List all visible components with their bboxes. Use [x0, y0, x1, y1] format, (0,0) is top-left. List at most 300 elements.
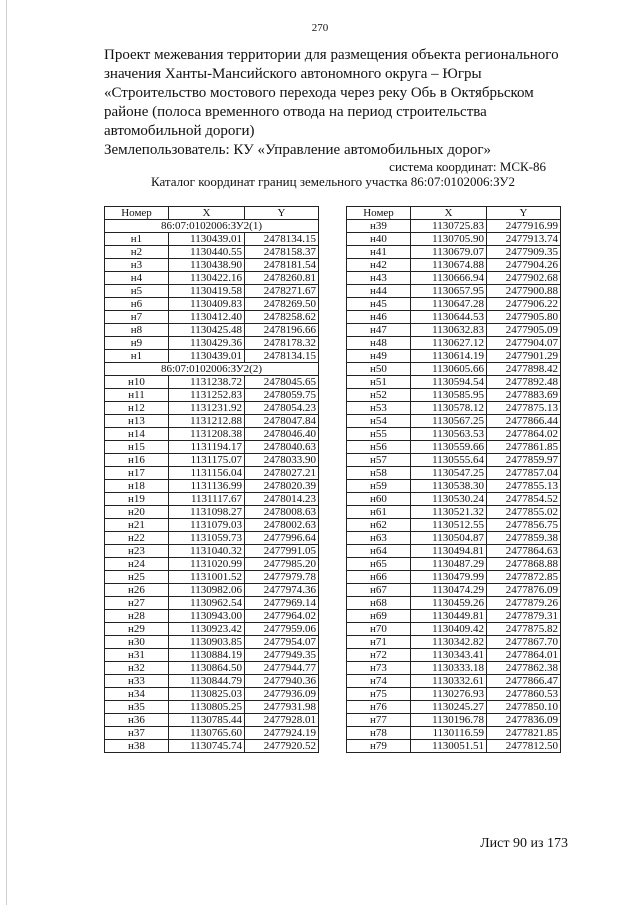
table-header-row [347, 207, 561, 220]
table-row [347, 597, 561, 610]
y-coordinate: 2477866.47 [487, 675, 561, 688]
x-coordinate: 1130844.79 [169, 675, 245, 688]
x-coordinate: 1130425.48 [169, 324, 245, 337]
table-row [347, 285, 561, 298]
coordinate-system: система координат: МСК-86 [389, 159, 546, 174]
table-row [347, 493, 561, 506]
x-coordinate: 1130530.24 [411, 493, 487, 506]
point-number: н45 [347, 298, 411, 311]
y-coordinate: 2478181.54 [245, 259, 319, 272]
point-number: н43 [347, 272, 411, 285]
x-coordinate: 1130657.95 [411, 285, 487, 298]
table-row [347, 363, 561, 376]
table-row [105, 376, 319, 389]
y-coordinate: 2477985.20 [245, 558, 319, 571]
table-row [347, 441, 561, 454]
point-number: н33 [105, 675, 169, 688]
table-row [347, 714, 561, 727]
y-coordinate: 2477964.02 [245, 610, 319, 623]
point-number: н35 [105, 701, 169, 714]
x-coordinate: 1130051.51 [411, 740, 487, 753]
table-row [105, 597, 319, 610]
table-row [105, 441, 319, 454]
point-number: н4 [105, 272, 169, 285]
project-title [104, 46, 584, 160]
coordinates-table-right [346, 206, 561, 753]
y-coordinate: 2477902.68 [487, 272, 561, 285]
point-number: н50 [347, 363, 411, 376]
point-number: н64 [347, 545, 411, 558]
table-row [347, 701, 561, 714]
table-row [347, 454, 561, 467]
x-coordinate: 1131136.99 [169, 480, 245, 493]
y-coordinate: 2478040.63 [245, 441, 319, 454]
point-number: н51 [347, 376, 411, 389]
x-coordinate: 1130412.40 [169, 311, 245, 324]
table-row [347, 298, 561, 311]
table-row [105, 428, 319, 441]
y-coordinate: 2478027.21 [245, 467, 319, 480]
table-row [105, 610, 319, 623]
land-user-line: Землепользователь: КУ «Управление автомобильных дорог» [104, 142, 492, 158]
x-coordinate: 1130923.42 [169, 623, 245, 636]
table-row [347, 376, 561, 389]
y-coordinate: 2477940.36 [245, 675, 319, 688]
point-number: н67 [347, 584, 411, 597]
x-coordinate: 1130705.90 [411, 233, 487, 246]
point-number: н37 [105, 727, 169, 740]
point-number: н72 [347, 649, 411, 662]
point-number: н46 [347, 311, 411, 324]
point-number: н3 [105, 259, 169, 272]
y-coordinate: 2477991.05 [245, 545, 319, 558]
table-row [105, 402, 319, 415]
x-coordinate: 1131194.17 [169, 441, 245, 454]
y-coordinate: 2478178.32 [245, 337, 319, 350]
y-coordinate: 2477954.07 [245, 636, 319, 649]
table-row [105, 285, 319, 298]
y-coordinate: 2477949.35 [245, 649, 319, 662]
y-coordinate: 2477924.19 [245, 727, 319, 740]
x-coordinate: 1130884.19 [169, 649, 245, 662]
y-coordinate: 2477974.36 [245, 584, 319, 597]
point-number: н36 [105, 714, 169, 727]
x-coordinate: 1130333.18 [411, 662, 487, 675]
point-number: н34 [105, 688, 169, 701]
point-number: н39 [347, 220, 411, 233]
x-coordinate: 1130538.30 [411, 480, 487, 493]
x-coordinate: 1130563.53 [411, 428, 487, 441]
y-coordinate: 2477875.82 [487, 623, 561, 636]
x-coordinate: 1131175.07 [169, 454, 245, 467]
point-number: н79 [347, 740, 411, 753]
table-row [105, 246, 319, 259]
x-coordinate: 1131117.67 [169, 493, 245, 506]
x-coordinate: 1130765.60 [169, 727, 245, 740]
table-row [105, 350, 319, 363]
y-coordinate: 2477862.38 [487, 662, 561, 675]
y-coordinate: 2477909.35 [487, 246, 561, 259]
point-number: н65 [347, 558, 411, 571]
table-row [105, 558, 319, 571]
x-coordinate: 1130116.59 [411, 727, 487, 740]
x-coordinate: 1130605.66 [411, 363, 487, 376]
point-number: н7 [105, 311, 169, 324]
y-coordinate: 2477898.42 [487, 363, 561, 376]
x-coordinate: 1130785.44 [169, 714, 245, 727]
y-coordinate: 2478134.15 [245, 233, 319, 246]
table-row [105, 532, 319, 545]
x-coordinate: 1130487.29 [411, 558, 487, 571]
point-number: н38 [105, 740, 169, 753]
point-number: н20 [105, 506, 169, 519]
table-row [105, 545, 319, 558]
y-coordinate: 2477859.97 [487, 454, 561, 467]
point-number: н24 [105, 558, 169, 571]
y-coordinate: 2477812.50 [487, 740, 561, 753]
table-row [105, 675, 319, 688]
y-coordinate: 2477904.26 [487, 259, 561, 272]
point-number: н49 [347, 350, 411, 363]
table-row [105, 467, 319, 480]
y-coordinate: 2477969.14 [245, 597, 319, 610]
title-line: значения Ханты-Мансийского автономного округа – Югры [104, 66, 482, 82]
title-line: Проект межевания территории для размещения объекта регионального [104, 47, 559, 63]
x-coordinate: 1130559.66 [411, 441, 487, 454]
column-header-number: Номер [347, 207, 411, 220]
table-row [347, 532, 561, 545]
x-coordinate: 1130332.61 [411, 675, 487, 688]
point-number: н2 [105, 246, 169, 259]
y-coordinate: 2478020.39 [245, 480, 319, 493]
table-row [347, 649, 561, 662]
y-coordinate: 2477905.09 [487, 324, 561, 337]
table-row [347, 740, 561, 753]
y-coordinate: 2477866.44 [487, 415, 561, 428]
table-row [105, 311, 319, 324]
column-header-y: Y [487, 207, 561, 220]
y-coordinate: 2478271.67 [245, 285, 319, 298]
table-row [347, 610, 561, 623]
table-row [347, 675, 561, 688]
x-coordinate: 1130982.06 [169, 584, 245, 597]
y-coordinate: 2477867.70 [487, 636, 561, 649]
x-coordinate: 1131059.73 [169, 532, 245, 545]
x-coordinate: 1131079.03 [169, 519, 245, 532]
point-number: н1 [105, 350, 169, 363]
column-header-x: X [169, 207, 245, 220]
x-coordinate: 1130805.25 [169, 701, 245, 714]
y-coordinate: 2477821.85 [487, 727, 561, 740]
table-row [347, 688, 561, 701]
table-row [105, 662, 319, 675]
x-coordinate: 1130962.54 [169, 597, 245, 610]
table-row [105, 337, 319, 350]
x-coordinate: 1130578.12 [411, 402, 487, 415]
x-coordinate: 1131001.52 [169, 571, 245, 584]
point-number: н15 [105, 441, 169, 454]
x-coordinate: 1130647.28 [411, 298, 487, 311]
table-row [347, 246, 561, 259]
y-coordinate: 2477916.99 [487, 220, 561, 233]
point-number: н13 [105, 415, 169, 428]
table-row [347, 311, 561, 324]
y-coordinate: 2478047.84 [245, 415, 319, 428]
x-coordinate: 1131252.83 [169, 389, 245, 402]
y-coordinate: 2478158.37 [245, 246, 319, 259]
table-row [105, 714, 319, 727]
y-coordinate: 2478002.63 [245, 519, 319, 532]
y-coordinate: 2478045.65 [245, 376, 319, 389]
x-coordinate: 1130632.83 [411, 324, 487, 337]
y-coordinate: 2477864.02 [487, 428, 561, 441]
point-number: н23 [105, 545, 169, 558]
point-number: н53 [347, 402, 411, 415]
x-coordinate: 1130679.07 [411, 246, 487, 259]
y-coordinate: 2477854.52 [487, 493, 561, 506]
x-coordinate: 1130343.41 [411, 649, 487, 662]
point-number: н66 [347, 571, 411, 584]
y-coordinate: 2477860.53 [487, 688, 561, 701]
point-number: н56 [347, 441, 411, 454]
y-coordinate: 2478046.40 [245, 428, 319, 441]
x-coordinate: 1130429.36 [169, 337, 245, 350]
point-number: н11 [105, 389, 169, 402]
point-number: н16 [105, 454, 169, 467]
x-coordinate: 1130479.99 [411, 571, 487, 584]
point-number: н25 [105, 571, 169, 584]
table-row [105, 493, 319, 506]
point-number: н78 [347, 727, 411, 740]
table-row [347, 324, 561, 337]
table-row [347, 662, 561, 675]
y-coordinate: 2477879.26 [487, 597, 561, 610]
point-number: н54 [347, 415, 411, 428]
table-row [105, 649, 319, 662]
x-coordinate: 1130409.83 [169, 298, 245, 311]
point-number: н8 [105, 324, 169, 337]
table-row [105, 233, 319, 246]
y-coordinate: 2477864.01 [487, 649, 561, 662]
point-number: н21 [105, 519, 169, 532]
y-coordinate: 2477857.04 [487, 467, 561, 480]
y-coordinate: 2477928.01 [245, 714, 319, 727]
point-number: н10 [105, 376, 169, 389]
table-row [105, 688, 319, 701]
x-coordinate: 1130422.16 [169, 272, 245, 285]
table-row [347, 389, 561, 402]
x-coordinate: 1130419.58 [169, 285, 245, 298]
x-coordinate: 1130864.50 [169, 662, 245, 675]
y-coordinate: 2477856.75 [487, 519, 561, 532]
x-coordinate: 1130585.95 [411, 389, 487, 402]
point-number: н59 [347, 480, 411, 493]
table-row [347, 480, 561, 493]
table-row [105, 389, 319, 402]
table-row [347, 519, 561, 532]
y-coordinate: 2477931.98 [245, 701, 319, 714]
table-row [347, 428, 561, 441]
y-coordinate: 2477859.38 [487, 532, 561, 545]
y-coordinate: 2477944.77 [245, 662, 319, 675]
point-number: н48 [347, 337, 411, 350]
table-row [347, 558, 561, 571]
table-row [347, 402, 561, 415]
x-coordinate: 1130666.94 [411, 272, 487, 285]
x-coordinate: 1130614.19 [411, 350, 487, 363]
table-row [347, 506, 561, 519]
y-coordinate: 2477875.13 [487, 402, 561, 415]
point-number: н22 [105, 532, 169, 545]
table-row [347, 545, 561, 558]
point-number: н14 [105, 428, 169, 441]
table-row [347, 272, 561, 285]
table-header-row [105, 207, 319, 220]
y-coordinate: 2477892.48 [487, 376, 561, 389]
y-coordinate: 2477872.85 [487, 571, 561, 584]
table-row [105, 272, 319, 285]
x-coordinate: 1130521.32 [411, 506, 487, 519]
y-coordinate: 2477920.52 [245, 740, 319, 753]
y-coordinate: 2478059.75 [245, 389, 319, 402]
y-coordinate: 2477996.64 [245, 532, 319, 545]
point-number: н57 [347, 454, 411, 467]
point-number: н17 [105, 467, 169, 480]
table-row [105, 623, 319, 636]
x-coordinate: 1130825.03 [169, 688, 245, 701]
point-number: н30 [105, 636, 169, 649]
point-number: н18 [105, 480, 169, 493]
x-coordinate: 1131020.99 [169, 558, 245, 571]
table-row [347, 415, 561, 428]
table-row [105, 324, 319, 337]
x-coordinate: 1130547.25 [411, 467, 487, 480]
point-number: н27 [105, 597, 169, 610]
point-number: н40 [347, 233, 411, 246]
point-number: н44 [347, 285, 411, 298]
table-row [105, 519, 319, 532]
table-row [347, 584, 561, 597]
point-number: н60 [347, 493, 411, 506]
x-coordinate: 1130438.90 [169, 259, 245, 272]
point-number: н74 [347, 675, 411, 688]
table-row [105, 480, 319, 493]
y-coordinate: 2478269.50 [245, 298, 319, 311]
x-coordinate: 1131040.32 [169, 545, 245, 558]
y-coordinate: 2477855.02 [487, 506, 561, 519]
column-header-y: Y [245, 207, 319, 220]
x-coordinate: 1130594.54 [411, 376, 487, 389]
y-coordinate: 2477855.13 [487, 480, 561, 493]
point-number: н1 [105, 233, 169, 246]
x-coordinate: 1131238.72 [169, 376, 245, 389]
y-coordinate: 2477904.07 [487, 337, 561, 350]
point-number: н61 [347, 506, 411, 519]
x-coordinate: 1130644.53 [411, 311, 487, 324]
point-number: н73 [347, 662, 411, 675]
x-coordinate: 1130245.27 [411, 701, 487, 714]
table-row [105, 584, 319, 597]
section-row [105, 363, 319, 376]
x-coordinate: 1130567.25 [411, 415, 487, 428]
x-coordinate: 1130196.78 [411, 714, 487, 727]
table-row [105, 259, 319, 272]
point-number: н19 [105, 493, 169, 506]
point-number: н32 [105, 662, 169, 675]
point-number: н70 [347, 623, 411, 636]
y-coordinate: 2477868.88 [487, 558, 561, 571]
y-coordinate: 2478196.66 [245, 324, 319, 337]
y-coordinate: 2477876.09 [487, 584, 561, 597]
x-coordinate: 1131231.92 [169, 402, 245, 415]
x-coordinate: 1130943.00 [169, 610, 245, 623]
y-coordinate: 2478260.81 [245, 272, 319, 285]
point-number: н26 [105, 584, 169, 597]
y-coordinate: 2477861.85 [487, 441, 561, 454]
table-row [105, 298, 319, 311]
point-number: н6 [105, 298, 169, 311]
x-coordinate: 1130512.55 [411, 519, 487, 532]
y-coordinate: 2477979.78 [245, 571, 319, 584]
point-number: н29 [105, 623, 169, 636]
scan-edge [6, 0, 7, 905]
title-line: «Строительство мостового перехода через реку Обь в Октябрьском [104, 85, 534, 101]
point-number: н68 [347, 597, 411, 610]
point-number: н12 [105, 402, 169, 415]
x-coordinate: 1130494.81 [411, 545, 487, 558]
x-coordinate: 1130439.01 [169, 233, 245, 246]
section-label: 86:07:0102006:ЗУ2(2) [105, 363, 319, 376]
table-row [347, 233, 561, 246]
point-number: н62 [347, 519, 411, 532]
table-row [347, 636, 561, 649]
y-coordinate: 2478134.15 [245, 350, 319, 363]
point-number: н47 [347, 324, 411, 337]
y-coordinate: 2478014.23 [245, 493, 319, 506]
table-row [347, 467, 561, 480]
point-number: н5 [105, 285, 169, 298]
point-number: н58 [347, 467, 411, 480]
coordinates-table-left [104, 206, 319, 753]
x-coordinate: 1130440.55 [169, 246, 245, 259]
table-row [105, 506, 319, 519]
x-coordinate: 1130474.29 [411, 584, 487, 597]
table-row [105, 571, 319, 584]
table-row [347, 571, 561, 584]
point-number: н55 [347, 428, 411, 441]
y-coordinate: 2477879.31 [487, 610, 561, 623]
column-header-number: Номер [105, 207, 169, 220]
table-row [105, 636, 319, 649]
y-coordinate: 2477836.09 [487, 714, 561, 727]
x-coordinate: 1130745.74 [169, 740, 245, 753]
table-row [105, 415, 319, 428]
y-coordinate: 2477900.88 [487, 285, 561, 298]
point-number: н76 [347, 701, 411, 714]
point-number: н31 [105, 649, 169, 662]
y-coordinate: 2477850.10 [487, 701, 561, 714]
catalog-title: Каталог координат границ земельного участка 86:07:0102006:ЗУ2 [151, 174, 515, 189]
section-row [105, 220, 319, 233]
table-row [105, 740, 319, 753]
point-number: н9 [105, 337, 169, 350]
x-coordinate: 1131098.27 [169, 506, 245, 519]
x-coordinate: 1131208.38 [169, 428, 245, 441]
column-header-x: X [411, 207, 487, 220]
y-coordinate: 2477901.29 [487, 350, 561, 363]
y-coordinate: 2477913.74 [487, 233, 561, 246]
point-number: н69 [347, 610, 411, 623]
